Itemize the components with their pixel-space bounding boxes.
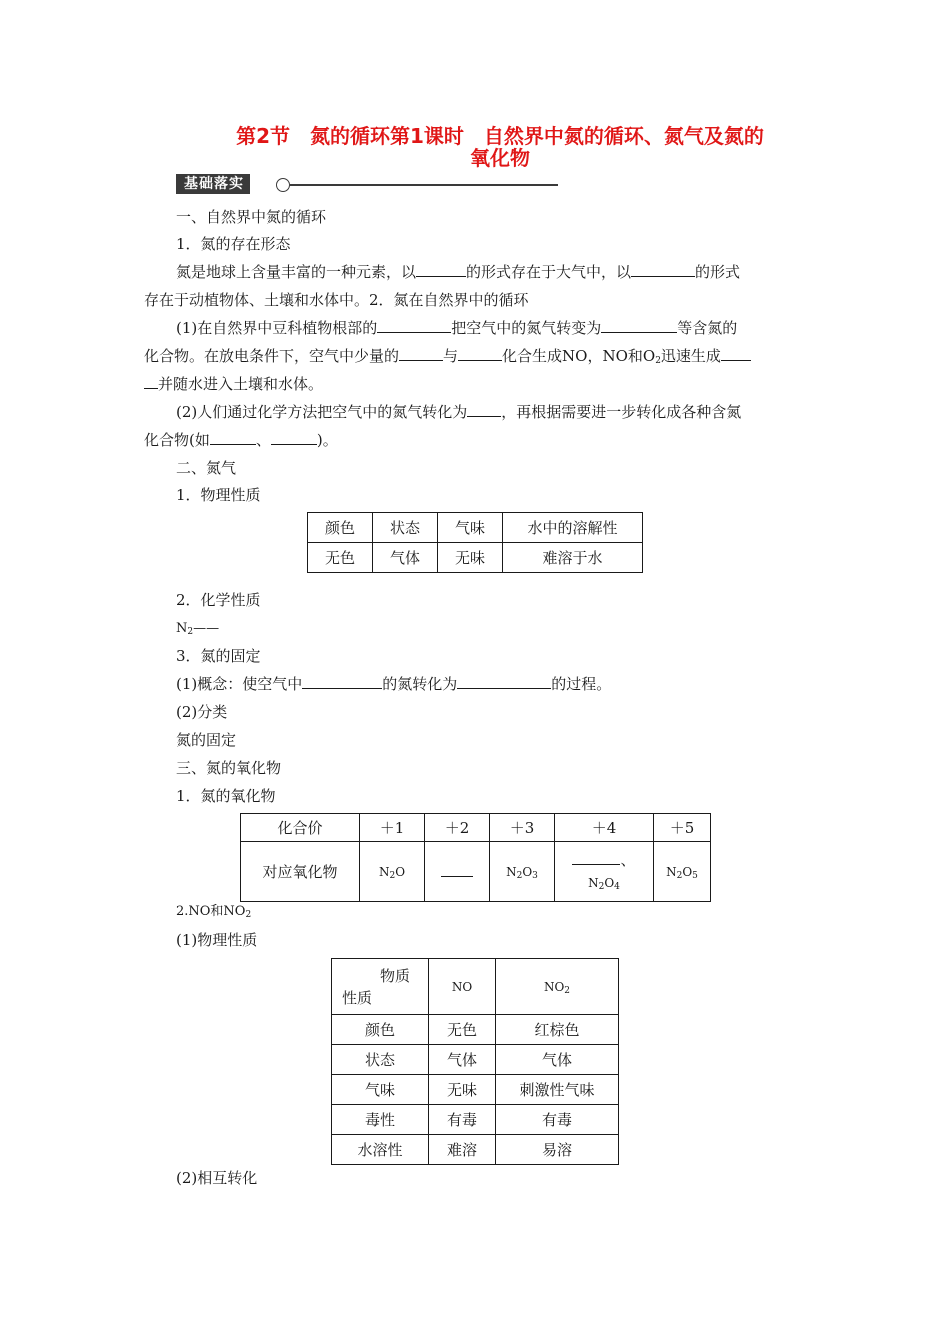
- table-cell: 毒性: [332, 1105, 429, 1135]
- page-title: 第2节 氮的循环第1课时 自然界中氮的循环、氮气及氮的: [236, 124, 764, 148]
- oxides-table: [240, 813, 711, 902]
- fill-blank[interactable]: [399, 346, 443, 361]
- section-heading: 二、氮气: [176, 459, 237, 477]
- text: O: [682, 864, 693, 879]
- subscript: 2: [676, 870, 683, 881]
- text: ，再根据需要进一步转化成各种含氮: [501, 403, 742, 421]
- table-cell: 易溶: [496, 1135, 619, 1165]
- paragraph-line: [144, 430, 338, 450]
- section-heading: 一、自然界中氮的循环: [176, 208, 327, 226]
- paragraph-line: [144, 290, 529, 310]
- text: (1)概念：使空气中: [176, 675, 303, 693]
- text: 迅速生成: [660, 347, 721, 365]
- text: 、: [620, 851, 636, 869]
- text: 的形式: [695, 263, 741, 281]
- subscript: 2: [245, 910, 252, 920]
- fill-blank[interactable]: [271, 430, 317, 445]
- text: 存在于动植物体、土壤和水体中。2．氮在自然界中的循环: [144, 291, 529, 309]
- table-header: ＋5: [654, 814, 711, 842]
- table-cell: [360, 842, 425, 902]
- text: ——: [193, 621, 220, 636]
- table-cell: 难溶于水: [503, 543, 643, 573]
- fill-blank[interactable]: [572, 850, 620, 865]
- table-cell: 难溶: [429, 1135, 496, 1165]
- paragraph-line: (2)相互转化: [176, 1169, 258, 1187]
- subheading: 1．氮的存在形态: [176, 235, 291, 253]
- text: (2)人们通过化学方法把空气中的氮气转化为: [176, 403, 468, 421]
- fill-blank[interactable]: [302, 674, 382, 689]
- subscript: 5: [692, 870, 698, 881]
- table-cell: 气体: [429, 1045, 496, 1075]
- subscript: 2: [564, 985, 571, 996]
- paragraph-line: (1)物理性质: [176, 931, 258, 949]
- text: 、: [255, 431, 271, 449]
- corner-label-bottom: 性质: [342, 988, 373, 1007]
- text: N: [588, 876, 599, 890]
- text: O: [395, 864, 406, 879]
- paragraph-line: [176, 262, 740, 282]
- subscript: 3: [532, 870, 538, 881]
- fill-blank[interactable]: [458, 346, 502, 361]
- text: 氮是地球上含量丰富的一种元素，以: [176, 263, 417, 281]
- table-corner-cell: [332, 959, 429, 1015]
- paragraph-line: [176, 402, 741, 422]
- subscript: 2: [598, 882, 605, 892]
- text: 等含氮的: [677, 319, 738, 337]
- table-cell: 无味: [429, 1075, 496, 1105]
- paragraph-line: [176, 674, 611, 694]
- table-cell: 无色: [429, 1015, 496, 1045]
- text: N: [506, 864, 517, 879]
- table-cell: [425, 842, 490, 902]
- table-cell: [555, 842, 654, 902]
- table-cell: 有毒: [496, 1105, 619, 1135]
- paragraph-line: [144, 374, 323, 394]
- table-cell: 有毒: [429, 1105, 496, 1135]
- fill-blank[interactable]: [441, 862, 473, 877]
- table-cell: 颜色: [332, 1015, 429, 1045]
- text: N: [176, 621, 188, 636]
- subscript: 2: [187, 627, 194, 637]
- table-header: 水中的溶解性: [503, 513, 643, 543]
- subscript: 2: [655, 356, 661, 366]
- table-header: [496, 959, 619, 1015]
- subscript: 2: [389, 870, 396, 881]
- formula-line: [176, 619, 219, 639]
- n2-physical-table: [307, 512, 643, 573]
- text: 并随水进入土壤和水体。: [158, 375, 324, 393]
- table-header: ＋3: [490, 814, 555, 842]
- table-header: 状态: [373, 513, 438, 543]
- text: 化合生成NO，NO和O: [502, 347, 656, 365]
- table-header: NO: [429, 959, 496, 1015]
- paragraph-line: [144, 346, 751, 366]
- no-no2-table: [331, 958, 619, 1165]
- paragraph-line: (2)分类: [176, 703, 228, 721]
- table-header: 化合价: [241, 814, 360, 842]
- table-header: ＋1: [360, 814, 425, 842]
- table-cell: 无色: [308, 543, 373, 573]
- subheading: 1．物理性质: [176, 486, 261, 504]
- text: 把空气中的氮气转变为: [451, 319, 602, 337]
- table-cell: 水溶性: [332, 1135, 429, 1165]
- fill-blank[interactable]: [467, 402, 501, 417]
- text: 的过程。: [551, 675, 612, 693]
- subheading: 3．氮的固定: [176, 647, 261, 665]
- table-header: ＋2: [425, 814, 490, 842]
- table-cell: 刺激性气味: [496, 1075, 619, 1105]
- fill-blank[interactable]: [210, 430, 256, 445]
- table-header: 气味: [438, 513, 503, 543]
- subscript: 4: [614, 882, 620, 892]
- fill-blank[interactable]: [416, 262, 466, 277]
- section-banner: 基础落实: [176, 174, 250, 194]
- banner-dot-icon: [276, 178, 290, 192]
- text: N: [666, 864, 677, 879]
- text: NO: [543, 979, 565, 994]
- table-header: 颜色: [308, 513, 373, 543]
- table-cell: [654, 842, 711, 902]
- paragraph-line: [176, 318, 737, 338]
- fill-blank[interactable]: [377, 318, 451, 333]
- corner-label-top: 物质: [380, 966, 411, 985]
- text: N: [378, 864, 390, 879]
- text: O: [522, 864, 533, 879]
- table-header: ＋4: [555, 814, 654, 842]
- fill-blank[interactable]: [601, 318, 677, 333]
- table-cell: 气体: [373, 543, 438, 573]
- section-heading: 三、氮的氧化物: [176, 759, 282, 777]
- subscript: 2: [516, 870, 523, 881]
- table-cell: 状态: [332, 1045, 429, 1075]
- table-cell: 无味: [438, 543, 503, 573]
- table-cell: 红棕色: [496, 1015, 619, 1045]
- fill-blank[interactable]: [721, 346, 751, 361]
- fill-blank[interactable]: [144, 374, 158, 389]
- text: 化合物。在放电条件下，空气中少量的: [144, 347, 400, 365]
- text: 化合物(如: [144, 431, 210, 449]
- table-cell: 气体: [496, 1045, 619, 1075]
- table-cell: 气味: [332, 1075, 429, 1105]
- text: (1)在自然界中豆科植物根部的: [176, 319, 378, 337]
- fill-blank[interactable]: [631, 262, 695, 277]
- text: 的氮转化为: [382, 675, 458, 693]
- text: )。: [316, 431, 338, 449]
- text: O: [604, 876, 615, 890]
- subheading: [176, 902, 251, 922]
- text: 2.NO和NO: [176, 904, 246, 919]
- subheading: 1．氮的氧化物: [176, 787, 276, 805]
- banner-rule: [290, 184, 558, 186]
- paragraph-line: 氮的固定: [176, 731, 237, 749]
- subheading: 2．化学性质: [176, 591, 261, 609]
- table-cell: [490, 842, 555, 902]
- page-title-continued: 氧化物: [470, 146, 530, 170]
- fill-blank[interactable]: [457, 674, 551, 689]
- table-cell: 对应氧化物: [241, 842, 360, 902]
- text: 与: [443, 347, 459, 365]
- text: 的形式存在于大气中，以: [466, 263, 632, 281]
